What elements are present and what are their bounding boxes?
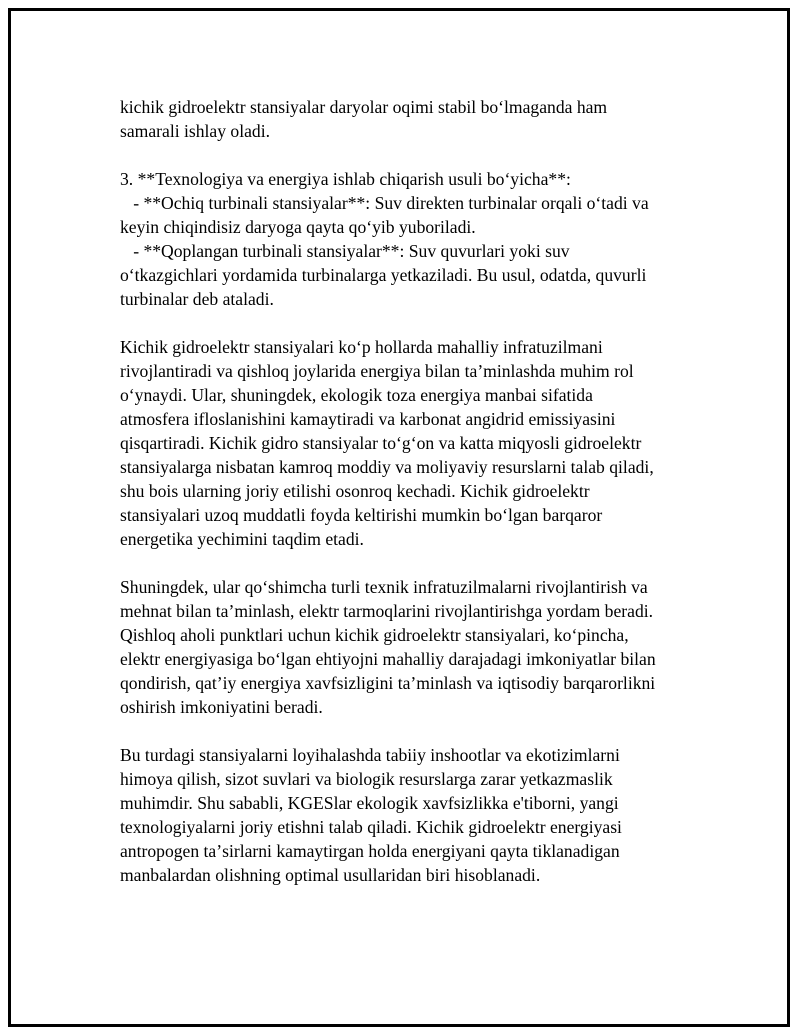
text-line: oʻynaydi. Ular, shuningdek, ekologik toza energiya manbai sifatida — [120, 385, 593, 405]
section-3-list — [120, 167, 710, 311]
paragraph-development — [120, 575, 710, 719]
list-item-line: turbinalar deb ataladi. — [120, 289, 274, 309]
text-line: shu bois ularning joriy etilishi osonroq kechadi. Kichik gidroelektr — [120, 481, 590, 501]
text-line: samarali ishlay oladi. — [120, 121, 270, 141]
list-item-line: - **Qoplangan turbinali stansiyalar**: Suv quvurlari yoki suv — [120, 241, 570, 261]
text-line: energetika yechimini taqdim etadi. — [120, 529, 364, 549]
text-line: stansiyalari uzoq muddatli foyda keltirishi mumkin boʻlgan barqaror — [120, 505, 603, 525]
text-line: texnologiyalarni joriy etishni talab qiladi. Kichik gidroelektr energiyasi — [120, 817, 622, 837]
text-line: qisqartiradi. Kichik gidro stansiyalar toʻgʻon va katta miqyosli gidroelektr — [120, 433, 642, 453]
text-line: rivojlantiradi va qishloq joylarida energiya bilan taʼminlashda muhim rol — [120, 361, 634, 381]
paragraph-ecology — [120, 743, 710, 887]
text-line: mehnat bilan taʼminlash, elektr tarmoqlarini rivojlantirishga yordam beradi. — [120, 601, 654, 621]
page-frame — [8, 8, 790, 1027]
text-line: stansiyalarga nisbatan kamroq moddiy va moliyaviy resurslarni talab qiladi, — [120, 457, 654, 477]
text-line: manbalardan olishning optimal usullaridan biri hisoblanadi. — [120, 865, 541, 885]
text-line: antropogen taʼsirlarni kamaytirgan holda energiyani qayta tiklanadigan — [120, 841, 620, 861]
text-line: Kichik gidroelektr stansiyalari koʻp hollarda mahalliy infratuzilmani — [120, 337, 603, 357]
list-item-line: oʻtkazgichlari yordamida turbinalarga yetkaziladi. Bu usul, odatda, quvurli — [120, 265, 647, 285]
text-line: oshirish imkoniyatini beradi. — [120, 697, 323, 717]
list-item-line: - **Ochiq turbinali stansiyalar**: Suv direkten turbinalar orqali oʻtadi va — [120, 193, 649, 213]
list-item-line: keyin chiqindisiz daryoga qayta qoʻyib yuboriladi. — [120, 217, 476, 237]
text-line: atmosfera ifloslanishini kamaytiradi va karbonat angidrid emissiyasini — [120, 409, 616, 429]
text-line: Shuningdek, ular qoʻshimcha turli texnik infratuzilmalarni rivojlantirish va — [120, 577, 648, 597]
paragraph-intro-continuation — [120, 95, 710, 143]
paragraph-infrastructure — [120, 335, 710, 551]
text-line: muhimdir. Shu sababli, KGESlar ekologik xavfsizlikka e'tiborni, yangi — [120, 793, 619, 813]
document-body — [120, 95, 710, 887]
text-line: qondirish, qatʼiy energiya xavfsizligini taʼminlash va iqtisodiy barqarorlikni — [120, 673, 656, 693]
list-heading-line: 3. **Texnologiya va energiya ishlab chiqarish usuli boʻyicha**: — [120, 169, 571, 189]
text-line: himoya qilish, sizot suvlari va biologik resurslarga zarar yetkazmaslik — [120, 769, 613, 789]
text-line: kichik gidroelektr stansiyalar daryolar oqimi stabil boʻlmaganda ham — [120, 97, 608, 117]
text-line: Qishloq aholi punktlari uchun kichik gidroelektr stansiyalari, koʻpincha, — [120, 625, 629, 645]
text-line: elektr energiyasiga boʻlgan ehtiyojni mahalliy darajadagi imkoniyatlar bilan — [120, 649, 656, 669]
text-line: Bu turdagi stansiyalarni loyihalashda tabiiy inshootlar va ekotizimlarni — [120, 745, 620, 765]
